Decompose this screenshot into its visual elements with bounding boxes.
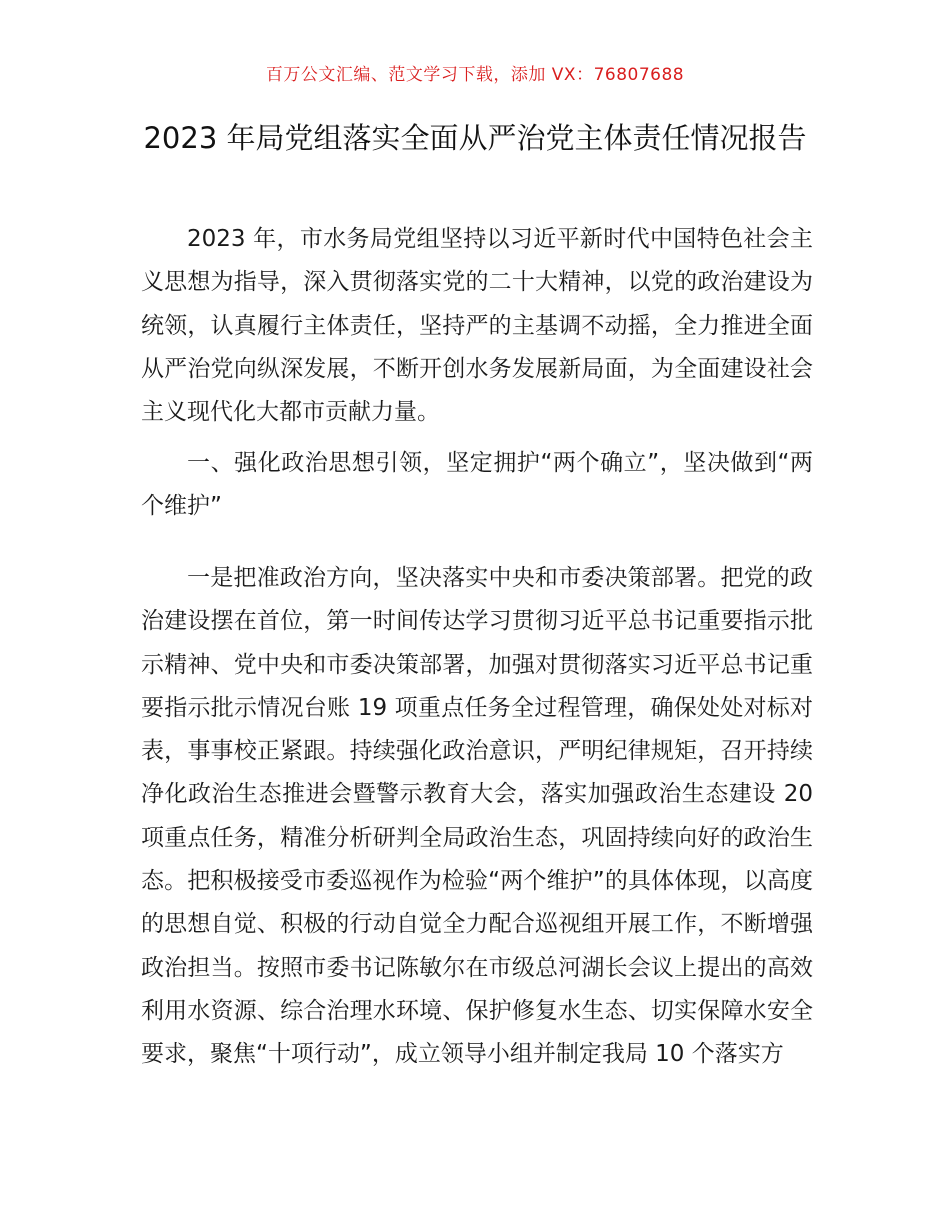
body-paragraph-intro [141,218,813,434]
document-title: 2023 年局党组落实全面从严治党主体责任情况报告 [143,121,807,155]
paragraph-text: 一是把准政治方向，坚决落实中央和市委决策部署。把党的政治建设摆在首位，第一时间传达学习贯彻习近平总书记重要指示批示精神、党中央和市委决策部署，加强对贯彻落实习近平总书记重要指示批示情况台账 19 项重点任务全过程管理，确保处处对标对表，事事校正紧跟。持续强化政治意识，严明纪律规矩，召开持续净化政治生态推进会暨警示教育大会，落实加强政治生态建设 20 项重点任务，精准分析研判全局政治生态，巩固持续向好的政治生态。把积极接受市委巡视作为检验“两个维护”的具体体现，以高度的思想自觉、积极的行动自觉全力配合巡视组开展工作，不断增强政治担当。按照市委书记陈敏尔在市级总河湖长会议上提出的高效利用水资源、综合治理水环境、保护修复水生态、切实保障水安全要求，聚焦“十项行动”，成立领导小组并制定我局 10 个落实方 [141,565,813,1068]
section-heading-text: 一、强化政治思想引领，坚定拥护“两个确立”，坚决做到“两个维护” [141,450,813,520]
body-paragraph-point-1 [141,557,813,1077]
section-heading-1 [141,442,813,529]
header-watermark: 百万公文汇编、范文学习下载，添加 VX：76807688 [265,65,685,85]
paragraph-text: 2023 年，市水务局党组坚持以习近平新时代中国特色社会主义思想为指导，深入贯彻落实党的二十大精神，以党的政治建设为统领，认真履行主体责任，坚持严的主基调不动摇，全力推进全面从严治党向纵深发展，不断开创水务发展新局面，为全面建设社会主义现代化大都市贡献力量。 [141,226,813,426]
